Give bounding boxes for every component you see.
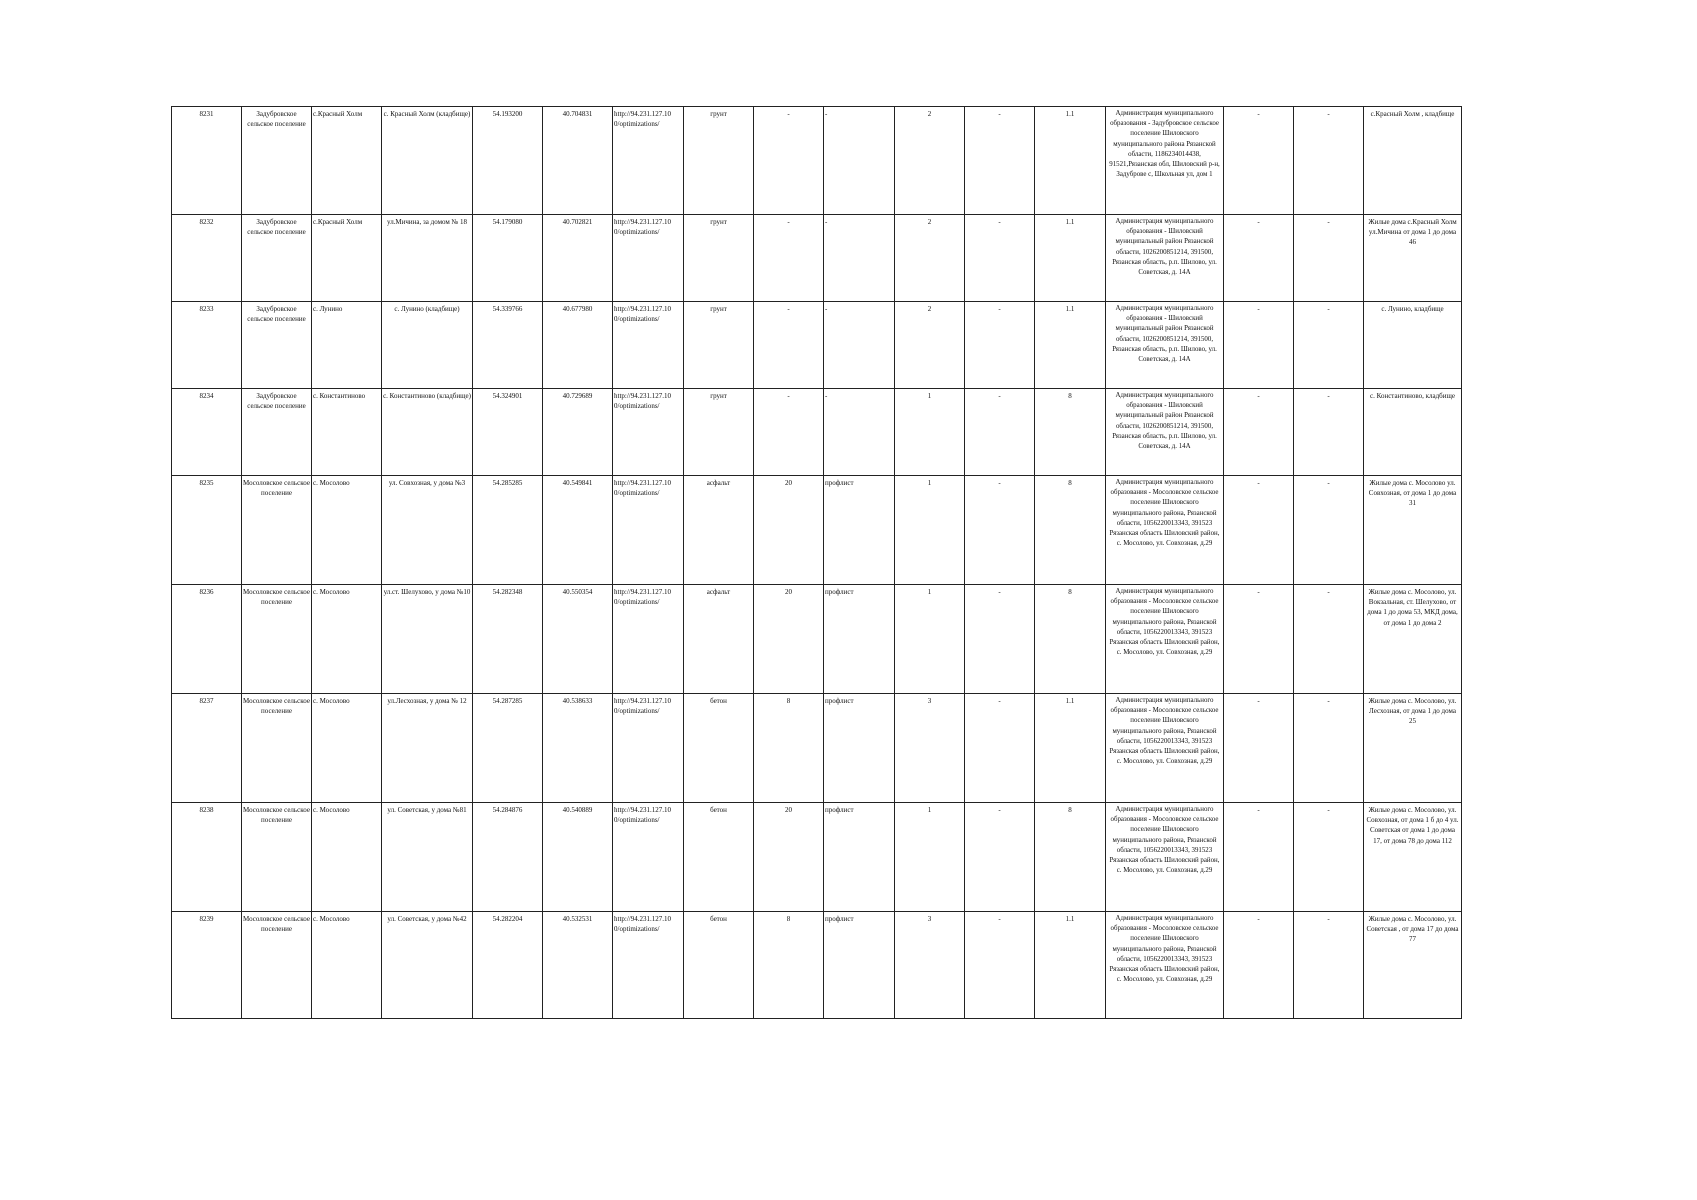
fence-cell: - [824,215,895,302]
map-link-cell[interactable]: http://94.231.127.10 0/optimizations/ [613,215,684,302]
col16-cell: - [1294,694,1364,803]
volume-cell: 1.1 [1035,694,1106,803]
address-cell: ул. Совхозная, у дома №3 [382,476,473,585]
address-cell: ул. Советская, у дома №81 [382,803,473,912]
locality-cell: с. Мосолово [312,585,382,694]
fence-cell: - [824,107,895,215]
row-number-cell: 8236 [172,585,242,694]
col15-cell: - [1224,694,1294,803]
col15-cell: - [1224,215,1294,302]
settlement-cell: Мосоловское сельское поселение [242,476,312,585]
map-link-cell[interactable]: http://94.231.127.10 0/optimizations/ [613,389,684,476]
longitude-cell: 40.540889 [543,803,613,912]
volume-cell: 1.1 [1035,912,1106,1019]
volume-cell: 1.1 [1035,215,1106,302]
col16-cell: - [1294,585,1364,694]
latitude-cell: 54.282204 [473,912,543,1019]
latitude-cell: 54.179080 [473,215,543,302]
col15-cell: - [1224,803,1294,912]
settlement-cell: Мосоловское сельское поселение [242,585,312,694]
surface-cell: грунт [684,215,754,302]
longitude-cell: 40.677980 [543,302,613,389]
owner-cell: Администрация муниципального образования - Мосоловское сельское поселение Шиловского муниципального района, Рязанской области, 1056220013343, 391523 Рязанская область Шиловский район, с. Мосолово, ул. Совхозная, д.29 [1106,585,1224,694]
col15-cell: - [1224,302,1294,389]
col16-cell: - [1294,302,1364,389]
surface-cell: грунт [684,302,754,389]
owner-cell: Администрация муниципального образования - Шиловский муниципальный район Рязанской области, 1026200851214, 391500, Рязанская область, р.п. Шилово, ул. Советская, д. 14А [1106,389,1224,476]
served-objects-cell: с. Константиново, кладбище [1364,389,1462,476]
container-count-cell: 1 [895,803,965,912]
col16-cell: - [1294,912,1364,1019]
planned-cell: - [965,215,1035,302]
map-link-cell[interactable]: http://94.231.127.10 0/optimizations/ [613,803,684,912]
planned-cell: - [965,803,1035,912]
area-cell: 8 [754,694,824,803]
row-number-cell: 8238 [172,803,242,912]
col15-cell: - [1224,389,1294,476]
locality-cell: с. Мосолово [312,694,382,803]
map-link-cell[interactable]: http://94.231.127.10 0/optimizations/ [613,302,684,389]
table-row [172,912,1462,1019]
table-row [172,476,1462,585]
surface-cell: бетон [684,694,754,803]
owner-cell: Администрация муниципального образования - Задубровское сельское поселение Шиловского муниципального района Рязанской области, 1186234014438, 91521,Рязанская обл, Шиловский р-н, Задуброве с, Школьная ул, дом 1 [1106,107,1224,215]
longitude-cell: 40.702821 [543,215,613,302]
locality-cell: с.Красный Холм [312,107,382,215]
longitude-cell: 40.704831 [543,107,613,215]
fence-cell: - [824,389,895,476]
col16-cell: - [1294,215,1364,302]
col16-cell: - [1294,389,1364,476]
row-number-cell: 8234 [172,389,242,476]
volume-cell: 1.1 [1035,302,1106,389]
col15-cell: - [1224,476,1294,585]
planned-cell: - [965,694,1035,803]
latitude-cell: 54.282348 [473,585,543,694]
row-number-cell: 8233 [172,302,242,389]
address-cell: ул.Лесхозная, у дома № 12 [382,694,473,803]
latitude-cell: 54.285285 [473,476,543,585]
planned-cell: - [965,302,1035,389]
col16-cell: - [1294,107,1364,215]
served-objects-cell: Жилые дома с. Мосолово, ул. Советская , от дома 17 до дома 77 [1364,912,1462,1019]
volume-cell: 8 [1035,803,1106,912]
table-row [172,389,1462,476]
locality-cell: с. Мосолово [312,476,382,585]
surface-cell: грунт [684,389,754,476]
col16-cell: - [1294,476,1364,585]
table-row [172,215,1462,302]
area-cell: 20 [754,476,824,585]
owner-cell: Администрация муниципального образования - Шиловский муниципальный район Рязанской области, 1026200851214, 391500, Рязанская область, р.п. Шилово, ул. Советская, д. 14А [1106,215,1224,302]
settlement-cell: Задубровское сельское поселение [242,215,312,302]
container-count-cell: 3 [895,912,965,1019]
area-cell: - [754,302,824,389]
area-cell: 20 [754,585,824,694]
planned-cell: - [965,585,1035,694]
col15-cell: - [1224,912,1294,1019]
fence-cell: профлист [824,585,895,694]
latitude-cell: 54.324901 [473,389,543,476]
address-cell: ул.ст. Шелухово, у дома №10 [382,585,473,694]
volume-cell: 8 [1035,476,1106,585]
address-cell: с. Константиново (кладбище) [382,389,473,476]
table-row [172,302,1462,389]
settlement-cell: Мосоловское сельское поселение [242,694,312,803]
longitude-cell: 40.549841 [543,476,613,585]
fence-cell: - [824,302,895,389]
served-objects-cell: Жилые дома с.Красный Холм ул.Мичина от дома 1 до дома 46 [1364,215,1462,302]
address-cell: с. Красный Холм (кладбище) [382,107,473,215]
locality-cell: с.Красный Холм [312,215,382,302]
served-objects-cell: Жилые дома с. Мосолово, ул. Совхозная, от дома 1 б до 4 ул. Советская от дома 1 до дома 17, от дома 78 до дома 112 [1364,803,1462,912]
owner-cell: Администрация муниципального образования - Шиловский муниципальный район Рязанской области, 1026200851214, 391500, Рязанская область, р.п. Шилово, ул. Советская, д. 14А [1106,302,1224,389]
settlement-cell: Мосоловское сельское поселение [242,912,312,1019]
fence-cell: профлист [824,803,895,912]
address-cell: ул.Мичина, за домом № 18 [382,215,473,302]
container-count-cell: 2 [895,302,965,389]
container-count-cell: 1 [895,389,965,476]
surface-cell: бетон [684,912,754,1019]
row-number-cell: 8231 [172,107,242,215]
surface-cell: грунт [684,107,754,215]
served-objects-cell: Жилые дома с. Мосолово, ул. Вокзальная, ст. Шелухово, от дома 1 до дома 53, МКД дома, от дома 1 до дома 2 [1364,585,1462,694]
served-objects-cell: Жилые дома с. Мосолово, ул. Лесхозная, от дома 1 до дома 25 [1364,694,1462,803]
locality-cell: с. Константиново [312,389,382,476]
owner-cell: Администрация муниципального образования - Мосоловское сельское поселение Шиловского муниципального района, Рязанской области, 1056220013343, 391523 Рязанская область Шиловский район, с. Мосолово, ул. Совхозная, д.29 [1106,476,1224,585]
container-count-cell: 1 [895,476,965,585]
longitude-cell: 40.729689 [543,389,613,476]
planned-cell: - [965,389,1035,476]
area-cell: - [754,215,824,302]
map-link-cell[interactable]: http://94.231.127.10 0/optimizations/ [613,694,684,803]
fence-cell: профлист [824,912,895,1019]
planned-cell: - [965,912,1035,1019]
row-number-cell: 8235 [172,476,242,585]
container-count-cell: 3 [895,694,965,803]
container-count-cell: 2 [895,215,965,302]
container-count-cell: 1 [895,585,965,694]
locality-cell: с. Лунино [312,302,382,389]
area-cell: 8 [754,912,824,1019]
settlement-cell: Задубровское сельское поселение [242,302,312,389]
owner-cell: Администрация муниципального образования - Мосоловское сельское поселение Шиловского муниципального района, Рязанской области, 1056220013343, 391523 Рязанская область Шиловский район, с. Мосолово, ул. Совхозная, д.29 [1106,694,1224,803]
area-cell: - [754,389,824,476]
area-cell: - [754,107,824,215]
settlement-cell: Задубровское сельское поселение [242,389,312,476]
row-number-cell: 8237 [172,694,242,803]
row-number-cell: 8232 [172,215,242,302]
served-objects-cell: Жилые дома с. Мосолово ул. Совхозная, от дома 1 до дома 31 [1364,476,1462,585]
map-link-cell[interactable]: http://94.231.127.10 0/optimizations/ [613,476,684,585]
settlement-cell: Задубровское сельское поселение [242,107,312,215]
surface-cell: бетон [684,803,754,912]
map-link-cell[interactable]: http://94.231.127.10 0/optimizations/ [613,585,684,694]
address-cell: ул. Советская, у дома №42 [382,912,473,1019]
col15-cell: - [1224,107,1294,215]
table-row [172,694,1462,803]
row-number-cell: 8239 [172,912,242,1019]
served-objects-cell: с.Красный Холм , кладбище [1364,107,1462,215]
registry-sheet [171,106,1462,1019]
owner-cell: Администрация муниципального образования - Мосоловское сельское поселение Шиловского муниципального района, Рязанской области, 1056220013343, 391523 Рязанская область Шиловский район, с. Мосолово, ул. Совхозная, д.29 [1106,803,1224,912]
fence-cell: профлист [824,476,895,585]
latitude-cell: 54.193200 [473,107,543,215]
table-row [172,803,1462,912]
area-cell: 20 [754,803,824,912]
volume-cell: 8 [1035,389,1106,476]
owner-cell: Администрация муниципального образования - Мосоловское сельское поселение Шиловского муниципального района, Рязанской области, 1056220013343, 391523 Рязанская область Шиловский район, с. Мосолово, ул. Совхозная, д.29 [1106,912,1224,1019]
fence-cell: профлист [824,694,895,803]
planned-cell: - [965,107,1035,215]
locality-cell: с. Мосолово [312,803,382,912]
surface-cell: асфальт [684,585,754,694]
map-link-cell[interactable]: http://94.231.127.10 0/optimizations/ [613,107,684,215]
surface-cell: асфальт [684,476,754,585]
registry-table [171,106,1462,1019]
latitude-cell: 54.284876 [473,803,543,912]
locality-cell: с. Мосолово [312,912,382,1019]
col16-cell: - [1294,803,1364,912]
container-count-cell: 2 [895,107,965,215]
served-objects-cell: с. Лунино, кладбище [1364,302,1462,389]
table-row [172,585,1462,694]
longitude-cell: 40.532531 [543,912,613,1019]
volume-cell: 8 [1035,585,1106,694]
latitude-cell: 54.287285 [473,694,543,803]
planned-cell: - [965,476,1035,585]
longitude-cell: 40.550354 [543,585,613,694]
volume-cell: 1.1 [1035,107,1106,215]
settlement-cell: Мосоловское сельское поселение [242,803,312,912]
address-cell: с. Лунино (кладбище) [382,302,473,389]
map-link-cell[interactable]: http://94.231.127.10 0/optimizations/ [613,912,684,1019]
col15-cell: - [1224,585,1294,694]
longitude-cell: 40.538633 [543,694,613,803]
table-row [172,107,1462,215]
latitude-cell: 54.339766 [473,302,543,389]
